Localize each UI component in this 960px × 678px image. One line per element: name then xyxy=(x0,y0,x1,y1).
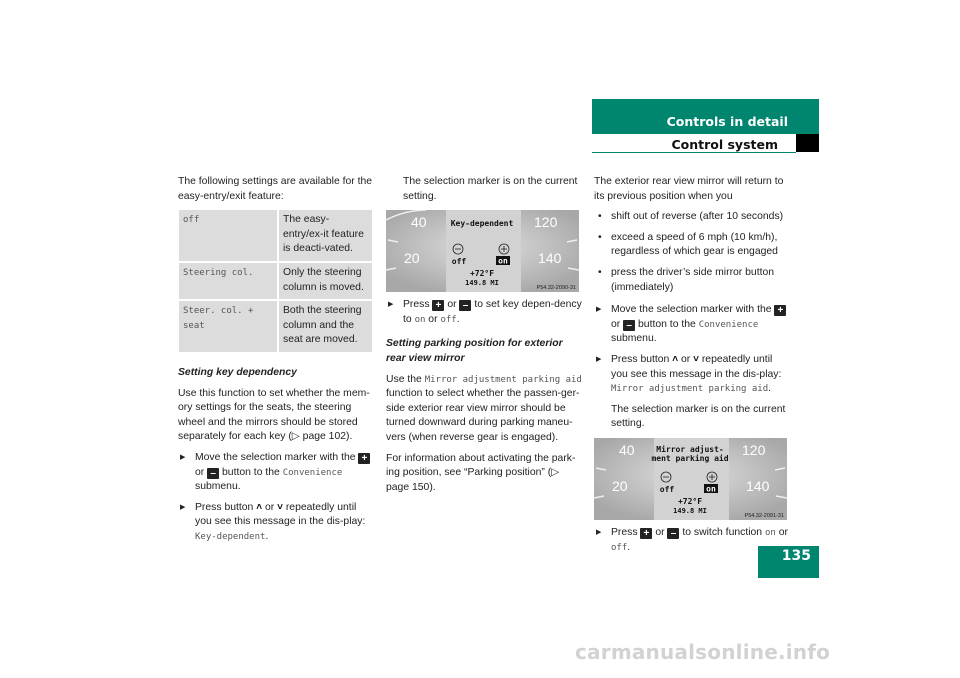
plus-key-icon: + xyxy=(358,453,370,464)
step-set-key-dependency: ▶ Press + or – to set key depen-dency to on or off. xyxy=(386,298,582,327)
description-cell: The easy-entry/ex-it feature is deacti-vated. xyxy=(278,210,372,262)
instrument-display-mirror-parking xyxy=(594,438,787,520)
page-ref-arrow-icon: ▷ xyxy=(291,431,300,443)
subsection-title: Control system xyxy=(671,137,778,152)
display-off-option: off xyxy=(451,257,467,267)
step-press-button: ▶ Press button ˄ or ˅ repeatedly until you see this message in the dis-play: Key-dependent. xyxy=(178,501,374,545)
column-1 xyxy=(178,175,374,550)
down-arrow-key-icon: ˅ xyxy=(277,501,283,513)
value-on: on xyxy=(764,527,776,538)
description-cell: Only the steering column is moved. xyxy=(278,262,372,300)
up-arrow-key-icon: ˄ xyxy=(256,501,263,513)
header-subsection-bar xyxy=(592,134,796,153)
header-section-bar xyxy=(592,99,819,134)
display-odometer: 149.8 MI xyxy=(673,506,707,515)
down-arrow-key-icon: ˅ xyxy=(693,353,699,365)
display-on-option: on xyxy=(498,256,508,266)
up-arrow-key-icon: ˄ xyxy=(672,353,679,365)
header-black-tab xyxy=(796,134,819,152)
section-title: Controls in detail xyxy=(666,114,788,129)
settings-table xyxy=(179,210,372,354)
column-3 xyxy=(594,175,790,561)
selection-marker-text: The selection marker is on the current setting. xyxy=(403,176,578,202)
page-number: 135 xyxy=(781,548,811,564)
plus-key-icon: + xyxy=(640,528,652,539)
description-cell: Both the steering column and the seat are moved. xyxy=(278,300,372,353)
list-item: • press the driver’s side mirror button (immediately) xyxy=(594,266,790,295)
plus-key-icon: + xyxy=(774,305,786,316)
display-title-line2: ment parking aid xyxy=(651,453,729,463)
page-ref-arrow-icon: ▷ xyxy=(551,467,560,479)
gauge-scale-label: 20 xyxy=(612,477,628,494)
step-move-marker: ▶ Move the selection marker with the + or – button to the Convenience submenu. xyxy=(594,303,790,347)
step-move-marker: ▶ Move the selection marker with the + or – button to the Convenience submenu. xyxy=(178,451,374,495)
setting-cell: off xyxy=(179,210,278,262)
gauge-scale-label: 120 xyxy=(742,441,766,458)
value-off: off xyxy=(440,314,457,325)
minus-key-icon: – xyxy=(459,300,471,311)
instrument-display-key-dependent xyxy=(386,210,579,292)
table-row xyxy=(179,262,372,300)
minus-key-icon: – xyxy=(207,468,219,479)
menu-name: Convenience xyxy=(282,467,343,478)
parking-position-heading: Setting parking position for exterior rear view mirror xyxy=(386,338,563,364)
parking-position-text: Use the Mirror adjustment parking aid function to select whether the passen-ger-side exterior rear view mirror should be turned downward during parking maneu-vers (when reverse gear is engaged). xyxy=(386,373,582,443)
figure-reference: P54.32-2091-31 xyxy=(744,512,784,519)
key-dependency-text: Use this function to set whether the mem-ory settings for the seats, the steering wheel and the mirrors should be stored separately for each key (▷ page 102). xyxy=(178,387,370,443)
figure-reference: P54.32-2090-31 xyxy=(536,285,576,292)
table-row xyxy=(179,300,372,353)
minus-key-icon: – xyxy=(667,528,679,539)
display-on-option: on xyxy=(706,484,716,494)
gauge-scale-label: 20 xyxy=(404,250,420,267)
gauge-scale-label: 120 xyxy=(534,214,558,231)
display-temperature: +72°F xyxy=(469,269,495,279)
page-number-box xyxy=(758,546,819,578)
parking-info-text: For information about activating the park-ing position, see “Parking position” (▷ page 150). xyxy=(386,452,576,493)
mirror-return-text: The exterior rear view mirror will return to its previous position when you xyxy=(594,176,784,202)
key-dependency-heading: Setting key dependency xyxy=(178,366,297,378)
display-title-line1: Mirror adjust- xyxy=(656,444,724,454)
plus-key-icon: + xyxy=(432,300,444,311)
display-title: Key-dependent xyxy=(450,219,514,229)
selection-marker-text: The selection marker is on the current setting. xyxy=(611,403,786,430)
list-item: • shift out of reverse (after 10 seconds) xyxy=(594,210,790,225)
display-odometer: 149.8 MI xyxy=(465,279,499,288)
watermark: carmanualsonline.info xyxy=(575,640,831,664)
display-temperature: +72°F xyxy=(677,496,703,506)
value-on: on xyxy=(414,314,426,325)
setting-cell: Steer. col. + seat xyxy=(179,300,278,353)
menu-name: Convenience xyxy=(698,319,759,330)
table-row xyxy=(179,210,372,262)
intro-text: The following settings are available for the easy-entry/exit feature: xyxy=(178,176,373,202)
list-item: • exceed a speed of 6 mph (10 km/h), regardless of which gear is engaged xyxy=(594,231,790,260)
gauge-scale-label: 40 xyxy=(619,441,635,458)
display-off-option: off xyxy=(659,484,675,494)
step-switch-function: ▶ Press + or – to switch function on or off. xyxy=(594,526,790,555)
value-off: off xyxy=(611,542,628,553)
column-2 xyxy=(386,175,582,501)
setting-cell: Steering col. xyxy=(179,262,278,300)
gauge-scale-label: 40 xyxy=(411,214,427,231)
step-press-button: ▶ Press button ˄ or ˅ repeatedly until you see this message in the dis-play: Mirror adjustment parking aid. xyxy=(594,353,790,397)
display-message: Key-dependent xyxy=(195,531,266,542)
gauge-scale-label: 140 xyxy=(746,477,770,494)
gauge-scale-label: 140 xyxy=(538,250,562,267)
minus-key-icon: – xyxy=(623,320,635,331)
function-name: Mirror adjustment parking aid xyxy=(424,374,582,385)
display-message: Mirror adjustment parking aid xyxy=(611,384,769,395)
